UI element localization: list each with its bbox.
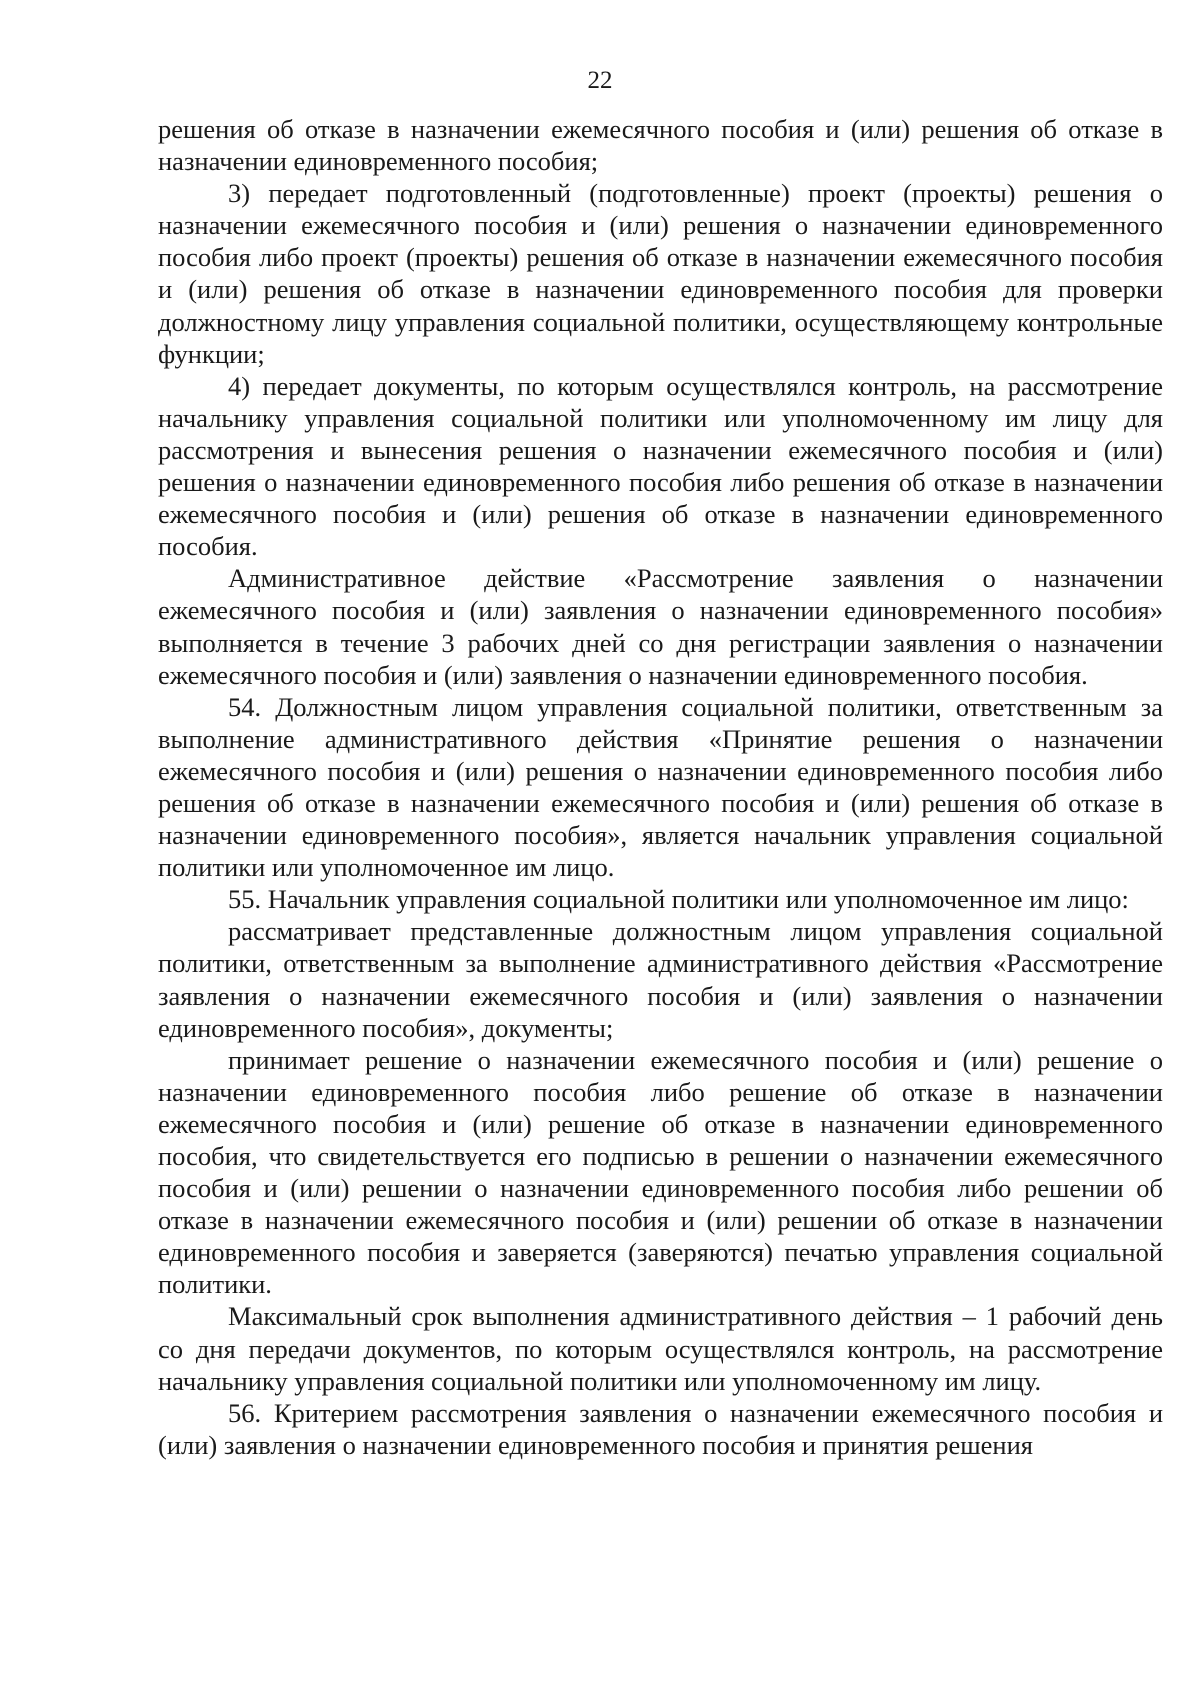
paragraph: Административное действие «Рассмотрение заявления о назначении ежемесячного пособия и (или) заявления о назначении единовременного пособия» выполняется в течение 3 рабочих дней со дня регистрации заявления о назначении ежемесячного пособия и (или) заявления о назначении единовременного пособия. [158, 563, 1163, 690]
paragraph: принимает решение о назначении ежемесячного пособия и (или) решение о назначении единовременного пособия либо решение об отказе в назначении ежемесячного пособия и (или) решение об отказе в назначении единовременного пособия, что свидетельствуется его подписью в решении о назначении ежемесячного пособия и (или) решении о назначении единовременного пособия либо решении об отказе в назначении ежемесячного пособия и (или) решении об отказе в назначении единовременного пособия и заверяется (заверяются) печатью управления социальной политики. [158, 1044, 1163, 1300]
paragraph: 55. Начальник управления социальной политики или уполномоченное им лицо: [228, 884, 1129, 915]
document-body [158, 113, 1163, 1461]
paragraph: рассматривает представленные должностным лицом управления социальной политики, ответственным за выполнение административного действия «Рассмотрение заявления о назначении ежемесячного пособия и (или) заявления о назначении единовременного пособия», документы; [158, 916, 1163, 1043]
paragraph: Максимальный срок выполнения административного действия – 1 рабочий день со дня передачи документов, по которым осуществлялся контроль, на рассмотрение начальнику управления социальной политики или уполномоченному им лицу. [158, 1301, 1163, 1396]
paragraph: решения об отказе в назначении ежемесячного пособия и (или) решения об отказе в назначении единовременного пособия; [158, 114, 1163, 177]
page-number: 22 [587, 67, 613, 94]
paragraph: 3) передает подготовленный (подготовленные) проект (проекты) решения о назначении ежемесячного пособия и (или) решения о назначении единовременного пособия либо проект (проекты) решения об отказе в назначении ежемесячного пособия и (или) решения об отказе в назначении единовременного пособия для проверки должностному лицу управления социальной политики, осуществляющему контрольные функции; [158, 178, 1163, 369]
paragraph: 54. Должностным лицом управления социальной политики, ответственным за выполнение административного действия «Принятие решения о назначении ежемесячного пособия и (или) решения о назначении единовременного пособия либо решения об отказе в назначении ежемесячного пособия и (или) решения об отказе в назначении единовременного пособия», является начальник управления социальной политики или уполномоченное им лицо. [158, 691, 1163, 883]
paragraph: 4) передает документы, по которым осуществлялся контроль, на рассмотрение начальнику управления социальной политики или уполномоченному им лицу для рассмотрения и вынесения решения о назначении ежемесячного пособия и (или) решения о назначении единовременного пособия либо решения об отказе в назначении ежемесячного пособия и (или) решения об отказе в назначении единовременного пособия. [158, 370, 1163, 562]
paragraph: 56. Критерием рассмотрения заявления о назначении ежемесячного пособия и (или) заявления о назначении единовременного пособия и принятия решения [158, 1397, 1163, 1460]
